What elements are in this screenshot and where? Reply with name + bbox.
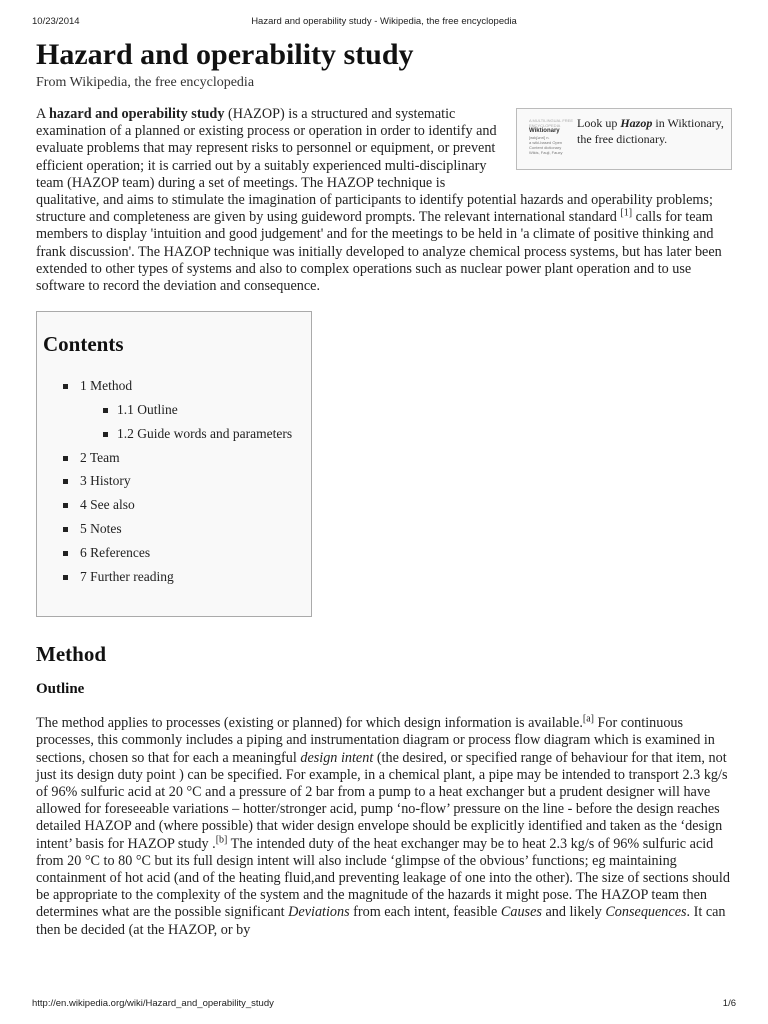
print-header xyxy=(32,16,736,30)
wiktionary-term-link[interactable]: Hazop xyxy=(620,116,653,130)
intro-paragraph: A hazard and operability study (HAZOP) is a structured and systematic examination of a planned or existing process or operation in order to identify and evaluate problems that may represent risks to personnel or equipment, or prevent efficient operation; it is carried out by a suitably experienced multi-disciplinary team (HAZOP team) during a set of meetings. The HAZOP technique is qualitative, and aims to stimulate the imagination of participants to identify potential hazards and operability problems; structure and completeness are given by using guideword prompts. The relevant international standard [1] calls for team members to display 'intuition and good judgement' and for the meetings to be held in 'a climate of positive thinking and frank discussion'. The HAZOP technique was initially developed to analyze chemical process systems, but has later been extended to other types of systems and also to complex operations such as nuclear power plant operation and to use software to record the deviation and consequence. xyxy=(36,106,722,295)
toc-item-notes[interactable]: 5 Notes xyxy=(43,517,305,541)
site-tagline: From Wikipedia, the free encyclopedia xyxy=(36,75,255,90)
toc-item-see-also[interactable]: 4 See also xyxy=(43,493,305,517)
print-document-title: Hazard and operability study - Wikipedia, the free encyclopedia xyxy=(251,16,517,27)
toc-item-guide-words[interactable]: 1.2 Guide words and parameters xyxy=(43,422,305,446)
wiktionary-text: Look up Hazop in Wiktionary, the free dictionary. xyxy=(577,116,724,146)
toc-item-further-reading[interactable]: 7 Further reading xyxy=(43,565,305,589)
toc-item-history[interactable]: 3 History xyxy=(43,469,305,493)
toc-item-references[interactable]: 6 References xyxy=(43,541,305,565)
toc-item-outline[interactable]: 1.1 Outline xyxy=(43,398,305,422)
toc-item-method[interactable]: 1 Method xyxy=(43,374,305,398)
page-title: Hazard and operability study xyxy=(36,38,414,71)
page-number: 1/6 xyxy=(722,998,736,1009)
subsection-heading-outline: Outline xyxy=(36,681,85,698)
note-link-a[interactable]: [a] xyxy=(582,713,594,725)
wiktionary-logo: A MULTILINGUAL FREE ENCYCLOPEDIA Wiktionary [wɪkʃənri] n. a wiki-based Open Content dictionary Wikis, Fauji, Fauxy xyxy=(529,118,573,155)
wiktionary-box xyxy=(516,108,732,170)
print-date: 10/23/2014 xyxy=(32,16,80,27)
section-heading-method: Method xyxy=(36,642,106,667)
outline-paragraph: The method applies to processes (existing or planned) for which design information is available.[a] For continuous processes, this commonly includes a piping and instrumentation diagram or process flow diagram which is examined in sections, chosen so that for each a meaningful design intent (the desired, or specified range of behaviour for that item, not just its design duty point ) can be specified. For example, in a chemical plant, a pipe may be intended to transport 2.3 kg/s of 96% sulfuric acid at 20 °C and a pressure of 2 bar from a pump to a heat exchanger but a prudent designer will have allowed for foreseeable variations – hotter/stronger acid, pump ‘no-flow’ pressure on the line - before the design reaches detailed HAZOP and (where possible) that wider design envelope should be explicitly identified and taken as the ‘design intent’ basis for HAZOP study .[b] The intended duty of the heat exchanger may be to heat 2.3 kg/s of 96% sulfuric acid from 20 °C to 80 °C but its full design intent will also include ‘glimpse of the obvious’ functions; eg maintaining containment of hot acid (and of the heating fluid,and preventing leakage of one into the other). The size of sections should be appropriate to the complexity of the system and the magnitude of the hazards it might pose. The HAZOP team then determines what are the possible significant Deviations from each intent, feasible Causes and likely Consequences. It can then be decided (at the HAZOP, or by xyxy=(36,713,730,938)
print-footer xyxy=(32,998,736,1012)
print-url: http://en.wikipedia.org/wiki/Hazard_and_operability_study xyxy=(32,998,274,1009)
note-link-b[interactable]: [b] xyxy=(215,833,228,845)
toc-title: Contents xyxy=(43,332,124,357)
toc-list xyxy=(43,374,305,588)
toc-item-team[interactable]: 2 Team xyxy=(43,446,305,470)
table-of-contents xyxy=(36,311,312,617)
article-content xyxy=(36,36,732,955)
reference-link-1[interactable]: [1] xyxy=(620,207,633,219)
